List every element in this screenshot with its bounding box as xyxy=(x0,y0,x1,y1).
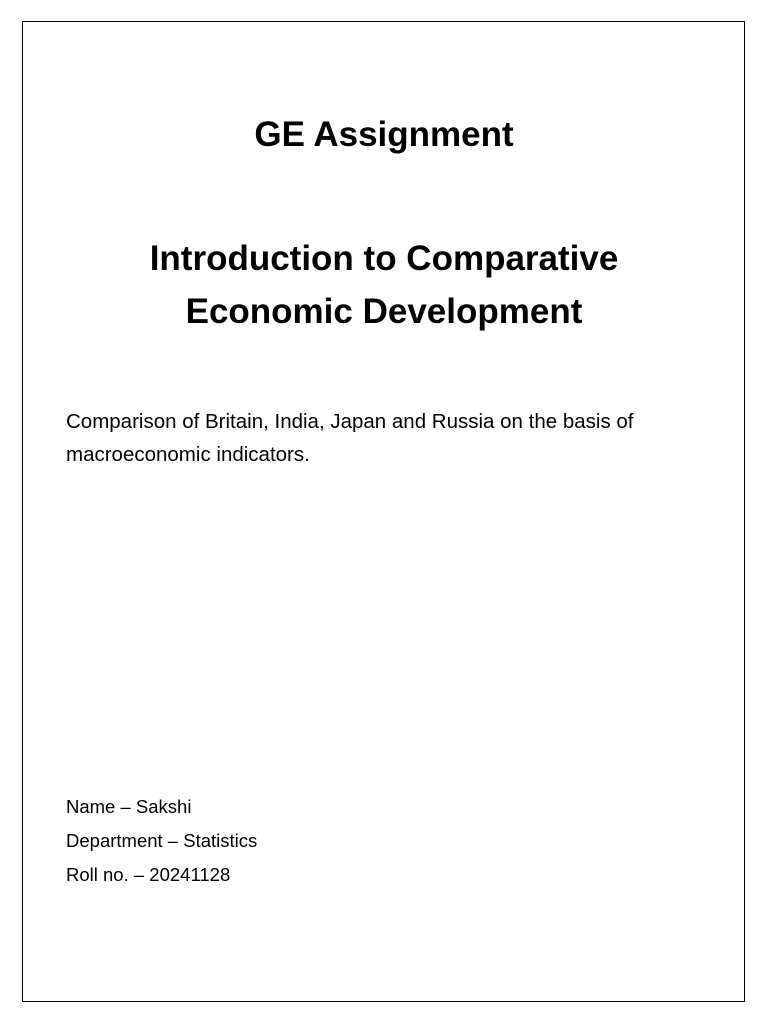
student-name: Name – Sakshi xyxy=(66,796,192,817)
student-department: Department – Statistics xyxy=(66,830,258,851)
description-line: macroeconomic indicators. xyxy=(66,443,310,466)
document-subtitle xyxy=(60,232,708,338)
student-roll-number: Roll no. – 20241128 xyxy=(66,864,231,885)
subtitle-line: Introduction to Comparative xyxy=(149,239,619,278)
student-info xyxy=(66,790,257,892)
document-title: GE Assignment xyxy=(254,115,514,154)
description-line: Comparison of Britain, India, Japan and Russia on the basis of xyxy=(66,410,634,433)
document-description xyxy=(66,405,726,471)
subtitle-line: Economic Development xyxy=(185,292,583,331)
